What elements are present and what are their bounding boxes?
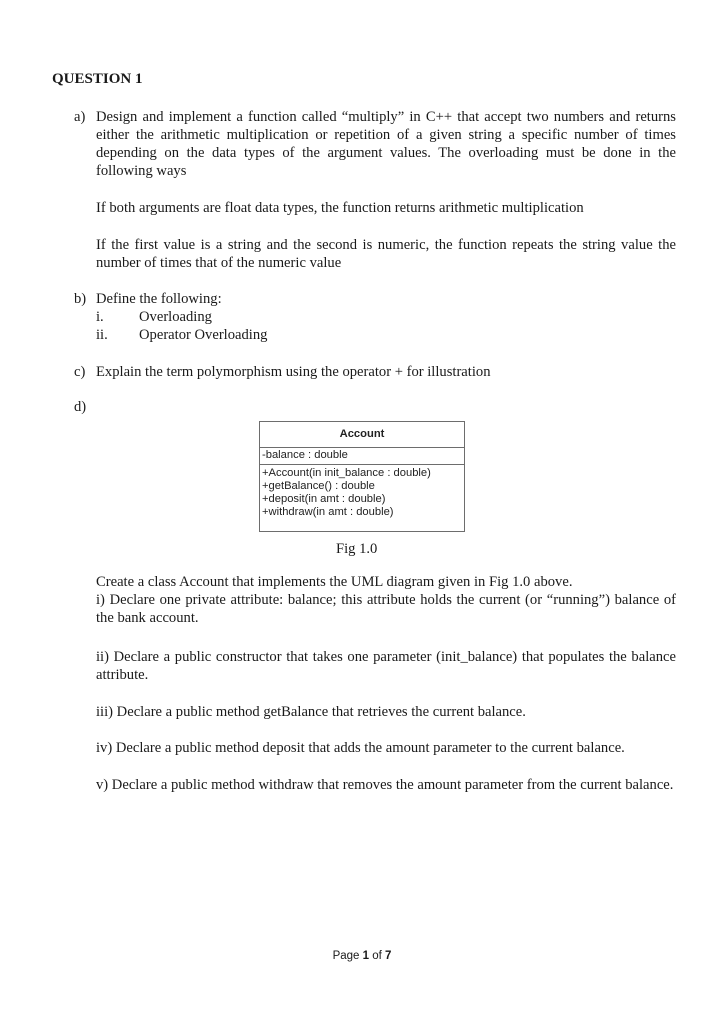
figure-caption: Fig 1.0 (336, 541, 378, 557)
page-prefix: Page (332, 950, 363, 962)
question-d-part-v: v) Declare a public method withdraw that removes the amount parameter from the current balance. (96, 777, 674, 793)
current-page: 1 (362, 950, 370, 962)
uml-operation: +getBalance() : double (262, 480, 375, 492)
list-item-number: i. (96, 309, 104, 325)
uml-operations (260, 465, 464, 519)
question-a-paragraph-2: If both arguments are float data types, the function returns arithmetic multiplication (96, 200, 584, 216)
list-item-text: Operator Overloading (139, 327, 268, 343)
question-title: QUESTION 1 (52, 71, 143, 87)
question-d-part-iv: iv) Declare a public method deposit that adds the amount parameter to the current balance. (96, 740, 625, 756)
question-b-text: Define the following: (96, 291, 222, 307)
list-item-text: Overloading (139, 309, 212, 325)
uml-attributes (260, 448, 464, 465)
question-a-paragraph-1: Design and implement a function called “multiply” in C++ that accept two numbers and returns either the arithmetic multiplication or repetition of a given string a specific number of times depending on the data types of the argument values. The overloading must be done in the following ways (96, 109, 676, 179)
question-d-label: d) (74, 399, 87, 415)
total-pages: 7 (385, 950, 392, 962)
page-of: of (369, 950, 386, 962)
uml-operation: +withdraw(in amt : double) (262, 506, 394, 518)
uml-class-name: Account (260, 422, 464, 448)
question-a-label: a) (74, 109, 86, 125)
page-footer (0, 947, 724, 965)
uml-class-diagram (259, 421, 465, 532)
question-d-intro: Create a class Account that implements the UML diagram given in Fig 1.0 above. (96, 574, 573, 590)
question-b-label: b) (74, 291, 87, 307)
uml-attribute: -balance : double (262, 449, 348, 461)
question-d-part-ii: ii) Declare a public constructor that takes one parameter (init_balance) that populates the balance attribute. (96, 649, 676, 683)
question-c-text: Explain the term polymorphism using the operator + for illustration (96, 364, 491, 380)
question-a-paragraph-3: If the first value is a string and the second is numeric, the function repeats the string value the number of times that of the numeric value (96, 237, 676, 271)
uml-operation: +Account(in init_balance : double) (262, 467, 431, 479)
uml-operation: +deposit(in amt : double) (262, 493, 386, 505)
question-c-label: c) (74, 364, 86, 380)
question-d-part-iii: iii) Declare a public method getBalance that retrieves the current balance. (96, 704, 526, 720)
list-item-number: ii. (96, 327, 108, 343)
question-d-part-i: i) Declare one private attribute: balance; this attribute holds the current (or “running”) balance of the bank account. (96, 592, 676, 626)
